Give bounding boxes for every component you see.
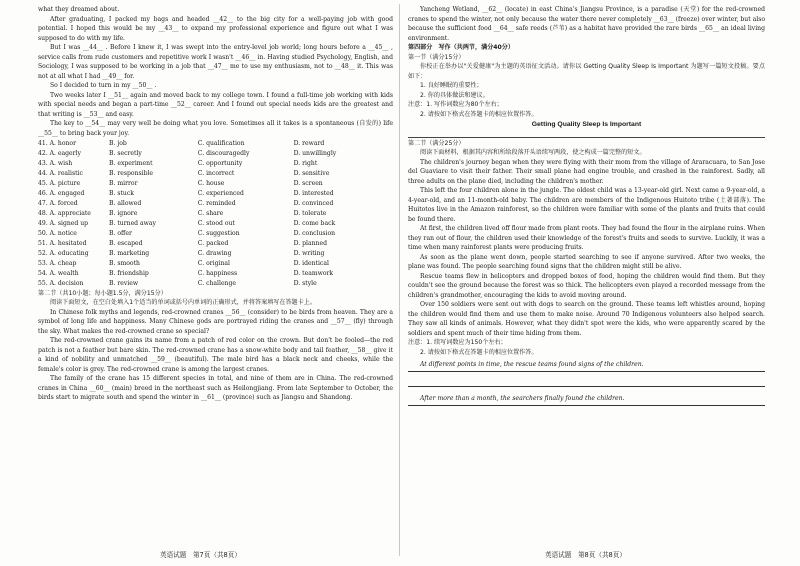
- option: D. screen: [293, 179, 323, 187]
- paragraph: But I was __44__ . Before I knew it, I was swept into the entry-level job world; long hours before a __45__ , service calls from rude customers and repetitive work I wasn't __46__ in. Having studied Psychology, English, and Sociology, I was supposed to be working in a job that __47__ me to use my enthusiasm, not to __48__ it. This was not at all what I had __49__ for.: [38, 44, 393, 80]
- note: 2. 请按如下格式在答题卡的相应位置作答。: [420, 110, 538, 118]
- option: B. secretly: [109, 149, 142, 157]
- option: 48. A. appreciate: [38, 209, 91, 217]
- paragraph: Two weeks later I __51__ again and moved back to my college town. I found a full-time job working with kids with special needs and began a part-time __52__ career. And I found out special needs kids are the greatest and that writing is __53__ and easy.: [38, 91, 393, 118]
- option: B. smooth: [109, 259, 140, 267]
- option: C. suggestion: [197, 229, 240, 237]
- option-row: [38, 279, 393, 289]
- option-row: [38, 239, 393, 249]
- paragraph: As soon as the plane went down, people started searching to see if anyone survived. After two weeks, the plane was found. The people searching found signs that the children might still be alive.: [408, 253, 765, 270]
- left-page: [38, 5, 393, 403]
- paragraph: At first, the children lived off flour made from plant roots. They had found the flour in the airplane ruins. When they ran out of flour, the children used their knowledge of the forest's fruits and seeds to survive. Luckily, it was a time when many rainforest plants were producing fruits.: [408, 225, 765, 251]
- option: C. drawing: [197, 249, 232, 257]
- option-row: [38, 229, 393, 239]
- option: B. allowed: [109, 199, 142, 207]
- option: D. unwillingly: [293, 149, 337, 157]
- option: B. friendship: [109, 269, 149, 277]
- option-row: [38, 259, 393, 269]
- option: C. original: [197, 259, 230, 267]
- writing-line: [408, 374, 765, 387]
- option: C. stood out: [197, 219, 235, 227]
- option: 53. A. cheap: [38, 259, 77, 267]
- option: 51. A. hesitated: [38, 239, 87, 247]
- paragraph: The children's journey began when they were flying with their mom from the village of Araracuara, to San Jose del Guaviare to visit their father. Their small plane had engine trouble, and crashed in the rainforest. Sadly, all three adults on the plane died, including the children's mother.: [408, 158, 765, 185]
- option: 54. A. wealth: [38, 269, 79, 277]
- paragraph: In Chinese folk myths and legends, red-crowned cranes __56__ (consider) to be birds from heaven. They are a symbol of long life and happiness. Many Chinese gods are portrayed riding the cranes and __57__ (fly) through the sky. What makes the red-crowned crane so special?: [38, 308, 393, 335]
- option: B. turned away: [109, 219, 156, 227]
- option: D. convinced: [293, 199, 334, 207]
- option: D. come back: [293, 219, 336, 227]
- paragraph-starter: After more than a month, the searchers finally found the children.: [420, 395, 625, 402]
- part-title: 第四部分 写作（共两节，满分40分）: [408, 44, 514, 51]
- option: C. reminded: [197, 199, 236, 207]
- option: B. offer: [109, 229, 132, 237]
- option: D. sensitive: [293, 169, 330, 177]
- option: 47. A. forced: [38, 199, 78, 207]
- option: 46. A. engaged: [38, 189, 85, 197]
- section-instructions: 阅读下面材料，根据其内容和所给段落开头语续写两段，使之构成一篇完整的短文。: [420, 149, 646, 156]
- option: 52. A. educating: [38, 249, 89, 257]
- option: D. planned: [293, 239, 327, 247]
- option: 42. A. eagerly: [38, 149, 81, 157]
- paragraph: Yancheng Wetland, __62__ (locate) in east China's Jiangsu Province, is a paradise (天堂) for the red-crowned cranes to spend the winter, not only because the water there never completely __63__ (freeze) over winter, but also because the sufficient food __64__ safe reeds (芦苇) as a habitat have provided the rare birds __65__ an ideal living environment.: [408, 6, 765, 42]
- paragraph: This left the four children alone in the jungle. The oldest child was a 13-year-old girl. Next came a 9-year-old, a 4-year-old, and an 11-month-old baby. The children are members of the Indigenous Huitoto tribe (土著部落). The Huitotos live in the Amazon rainforest, so the children were familiar with some of the plants and fruits that could be found there.: [408, 187, 765, 223]
- option: D. right: [293, 159, 318, 167]
- option-row: [38, 139, 393, 149]
- option: D. style: [293, 279, 317, 287]
- option-row: [38, 269, 393, 279]
- right-page: [408, 5, 765, 406]
- note: 2. 请按如下格式在答题卡的相应位置作答。: [420, 348, 538, 356]
- option-row: [38, 189, 393, 199]
- options-table: [38, 139, 393, 289]
- option: C. qualification: [197, 139, 245, 147]
- note: 注意：1. 续写词数应为150个左右；: [408, 339, 507, 346]
- option: 50. A. notice: [38, 229, 77, 237]
- option-row: [38, 179, 393, 189]
- option: D. reward: [293, 139, 325, 147]
- separator-line: [408, 137, 765, 138]
- option-row: [38, 169, 393, 179]
- option: C. experienced: [197, 189, 244, 197]
- bullet-point: 2. 你的具体做法和建议。: [420, 91, 489, 99]
- option: B. review: [109, 279, 139, 287]
- option: 49. A. signed up: [38, 219, 89, 227]
- paragraph: The key to __54__ may very well be doing what you love. Sometimes all it takes is a spontaneous (自发的) life __55__ to bring back your joy.: [38, 120, 393, 137]
- option: 45. A. picture: [38, 179, 81, 187]
- bullet-point: 1. 良好睡眠的重要性；: [420, 82, 483, 89]
- writing-line: [408, 393, 765, 406]
- option: 43. A. wish: [38, 159, 73, 167]
- option: C. house: [197, 179, 225, 187]
- paragraph: what they dreamed about.: [38, 6, 120, 13]
- option-row: [38, 209, 393, 219]
- option: C. discouragedly: [197, 149, 250, 157]
- section-title: 第二节（满分25分）: [408, 139, 465, 147]
- paragraph: After graduating, I packed my bags and headed __42__ to the big city for a well-paying job with good potential. I hoped this would be my __43__ to expand my professional experience and figure out what I was supposed to do with my life.: [38, 15, 393, 42]
- option: D. interested: [293, 189, 334, 197]
- option: C. share: [197, 209, 224, 217]
- paragraph: The red-crowned crane gains its name from a patch of red color on the crown. But don't be fooled—the red patch is not a feather but bare skin. The red-crowned crane has a snow-white body and tail feather, __58__ give it a kind of nobility and unmatched __59__ (beautiful). The male bird has a black neck and cheeks, while the female's color is grey. The red-crowned crane is among the largest cranes.: [38, 337, 393, 373]
- section-title: 第一节（满分15分）: [408, 53, 465, 61]
- option: D. teamwork: [293, 269, 334, 277]
- note: 注意：1. 写作词数应为80个左右；: [408, 101, 503, 108]
- option-row: [38, 219, 393, 229]
- option: C. incorrect: [197, 169, 235, 177]
- option: B. responsible: [109, 169, 154, 177]
- paragraph: Over 150 soldiers were sent out with dogs to search on the ground. These teams left whistles around, hoping the children would find them and use them to make noise. Around 70 Indigenous volunteers also helped search. They saw all kinds of animals. However, what they didn't spot were the kids, who were apparently scared by the soldiers and spent much of their time hiding from them.: [408, 301, 765, 337]
- option: C. happiness: [197, 269, 238, 277]
- option: B. mirror: [109, 179, 138, 187]
- section-instructions: 阅读下面短文，在空白处填入1个适当的单词或括号内单词的正确形式，并将答案填写在答题卡上。: [50, 299, 316, 306]
- option: C. opportunity: [197, 159, 243, 167]
- option: D. identical: [293, 259, 329, 267]
- option: C. packed: [197, 239, 229, 247]
- option: B. marketing: [109, 249, 150, 257]
- option-row: [38, 249, 393, 259]
- option: 55. A. decision: [38, 279, 84, 287]
- paragraph-starter: At different points in time, the rescue teams found signs of the children.: [420, 361, 644, 368]
- section-title: 第二节（共10小题；每小题1.5分，满分15分）: [38, 289, 167, 297]
- option: C. challenge: [197, 279, 236, 287]
- option-row: [38, 199, 393, 209]
- page-footer: 英语试题 第8页（共8页）: [545, 551, 626, 559]
- option: D. writing: [293, 249, 325, 257]
- option: D. conclusion: [293, 229, 336, 237]
- page-footer: 英语试题 第7页（共8页）: [160, 551, 241, 559]
- paragraph: The family of the crane has 15 different species in total, and nine of them are in China. The red-crowned cranes in China __60__ (main) breed in the northeast such as Heilongjiang. From late September to October, the birds start to migrate south and spend the winter in __61__ (province) such as Jiangsu and Shandong.: [38, 375, 393, 401]
- option: B. experiment: [109, 159, 153, 167]
- option: B. stuck: [109, 189, 134, 197]
- option: 44. A. realistic: [38, 169, 83, 177]
- option-row: [38, 159, 393, 169]
- essay-title: Getting Quality Sleep Is Important: [531, 121, 642, 128]
- paragraph: So I decided to turn in my __50__ .: [50, 82, 157, 89]
- option-row: [38, 149, 393, 159]
- writing-line: [408, 359, 765, 372]
- paragraph: Rescue teams flew in helicopters and dropped boxes of food, hoping the children would find them. But they couldn't see the ground because the forest was so thick. The helicopters even played a recorded message from the children's grandmother, encouraging the kids to avoid moving around.: [408, 272, 765, 299]
- option: B. ignore: [109, 209, 138, 217]
- option: 41. A. honor: [38, 139, 77, 147]
- option: B. job: [109, 139, 127, 147]
- option: B. escaped: [109, 239, 143, 247]
- option: D. tolerate: [293, 209, 327, 217]
- page-divider: [399, 4, 400, 556]
- section-instructions: 你校正在举办以"关爱健康"为主题的英语征文活动。请你以 Getting Quality Sleep Is Important 为题写一篇短文投稿。要点如下：: [408, 63, 765, 80]
